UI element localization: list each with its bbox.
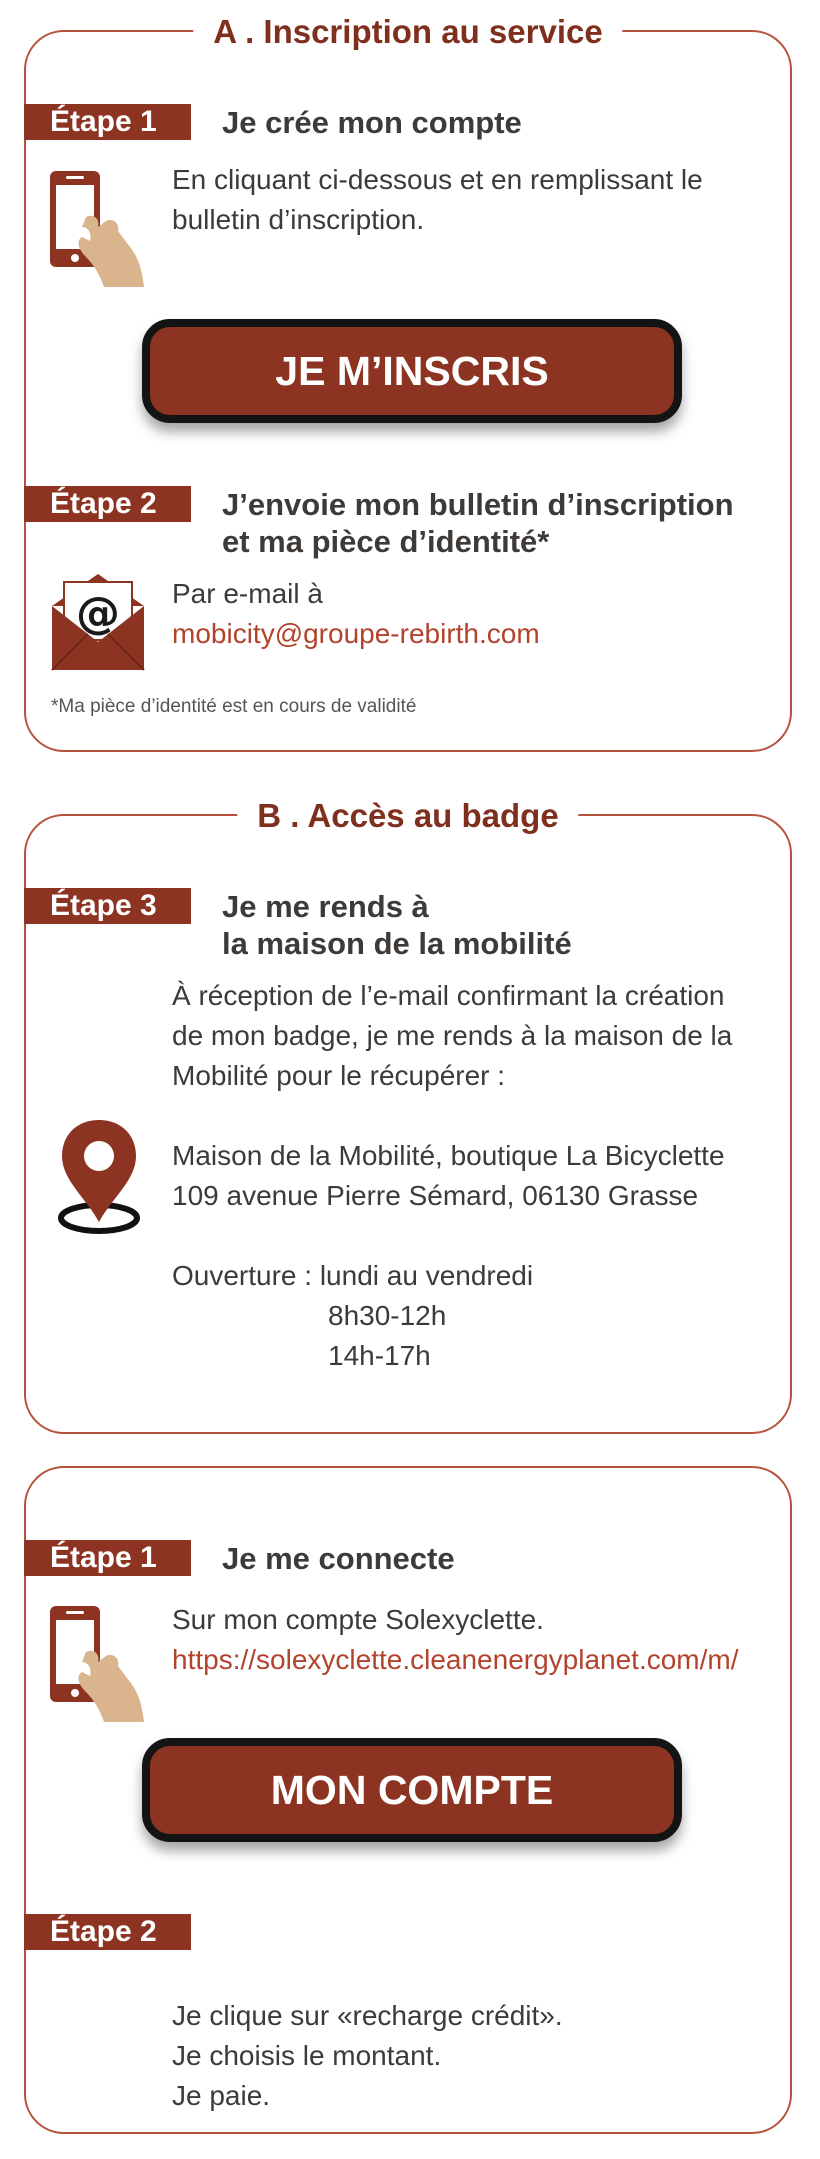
envelope-at-icon: [48, 572, 148, 672]
text-line: À réception de l’e-mail confirmant la création: [172, 980, 725, 1011]
my-account-button[interactable]: MON COMPTE: [142, 1738, 682, 1842]
step-2-row: [26, 486, 790, 559]
text-line: de mon badge, je me rends à la maison de la: [172, 1020, 733, 1051]
step-heading: [222, 486, 734, 560]
step-badge: Étape 3: [24, 888, 191, 924]
section-b-card: [24, 797, 792, 1434]
step-1-description: [172, 160, 703, 240]
step-2-description: [172, 1996, 563, 2116]
section-b-title: B . Accès au badge: [237, 796, 578, 836]
opening-hours: [172, 1256, 533, 1376]
step-2-row: [26, 1914, 790, 1950]
text-line: Mobilité pour le récupérer :: [172, 1060, 506, 1091]
location-pin-icon: [56, 1118, 142, 1238]
address-block: [172, 1136, 725, 1216]
hours-afternoon: 14h-17h: [328, 1340, 431, 1371]
step-1-row: [26, 104, 790, 140]
subscribe-button[interactable]: JE M’INSCRIS: [142, 319, 682, 423]
step-heading: [222, 888, 572, 962]
heading-line: la maison de la mobilité: [222, 926, 572, 961]
step-heading: Je me connecte: [222, 1541, 455, 1576]
step-3-row: [26, 888, 790, 961]
step-badge: Étape 2: [24, 486, 191, 522]
text-line: bulletin d’inscription.: [172, 204, 425, 235]
section-a-card: [24, 13, 792, 752]
step-3-description: [172, 976, 732, 1096]
id-footnote: *Ma pièce d’identité est en cours de validité: [51, 696, 417, 717]
text-line: Sur mon compte Solexyclette.: [172, 1604, 544, 1635]
step-1-description: [172, 1600, 739, 1680]
step-badge: Étape 1: [24, 104, 191, 140]
text-line: Je paie.: [172, 2080, 271, 2111]
section-c-card: [24, 1466, 792, 2134]
section-a-title: A . Inscription au service: [193, 12, 622, 52]
text-line: Je clique sur «recharge crédit».: [172, 2000, 563, 2031]
heading-line: et ma pièce d’identité*: [222, 524, 550, 559]
heading-line: J’envoie mon bulletin d’inscription: [222, 487, 734, 522]
step-badge: Étape 1: [24, 1540, 191, 1576]
step-heading: Je crée mon compte: [222, 105, 522, 140]
step-2-description: [172, 574, 540, 654]
phone-hand-icon: [48, 1604, 148, 1724]
svg-text:@: @: [76, 588, 120, 639]
text-line: Par e-mail à: [172, 578, 323, 609]
hours-label: Ouverture : lundi au vendredi: [172, 1260, 534, 1291]
text-line: Je choisis le montant.: [172, 2040, 442, 2071]
heading-line: Je me rends à: [222, 889, 429, 924]
address-line: 109 avenue Pierre Sémard, 06130 Grasse: [172, 1180, 699, 1211]
step-1-row: [26, 1540, 790, 1576]
address-line: Maison de la Mobilité, boutique La Bicyclette: [172, 1140, 725, 1171]
hours-morning: 8h30-12h: [328, 1300, 447, 1331]
phone-hand-icon: [48, 169, 148, 289]
account-link[interactable]: https://solexyclette.cleanenergyplanet.com/m/: [172, 1644, 739, 1675]
step-badge: Étape 2: [24, 1914, 191, 1950]
text-line: En cliquant ci-dessous et en remplissant le: [172, 164, 703, 195]
email-link[interactable]: mobicity@groupe-rebirth.com: [172, 618, 540, 649]
